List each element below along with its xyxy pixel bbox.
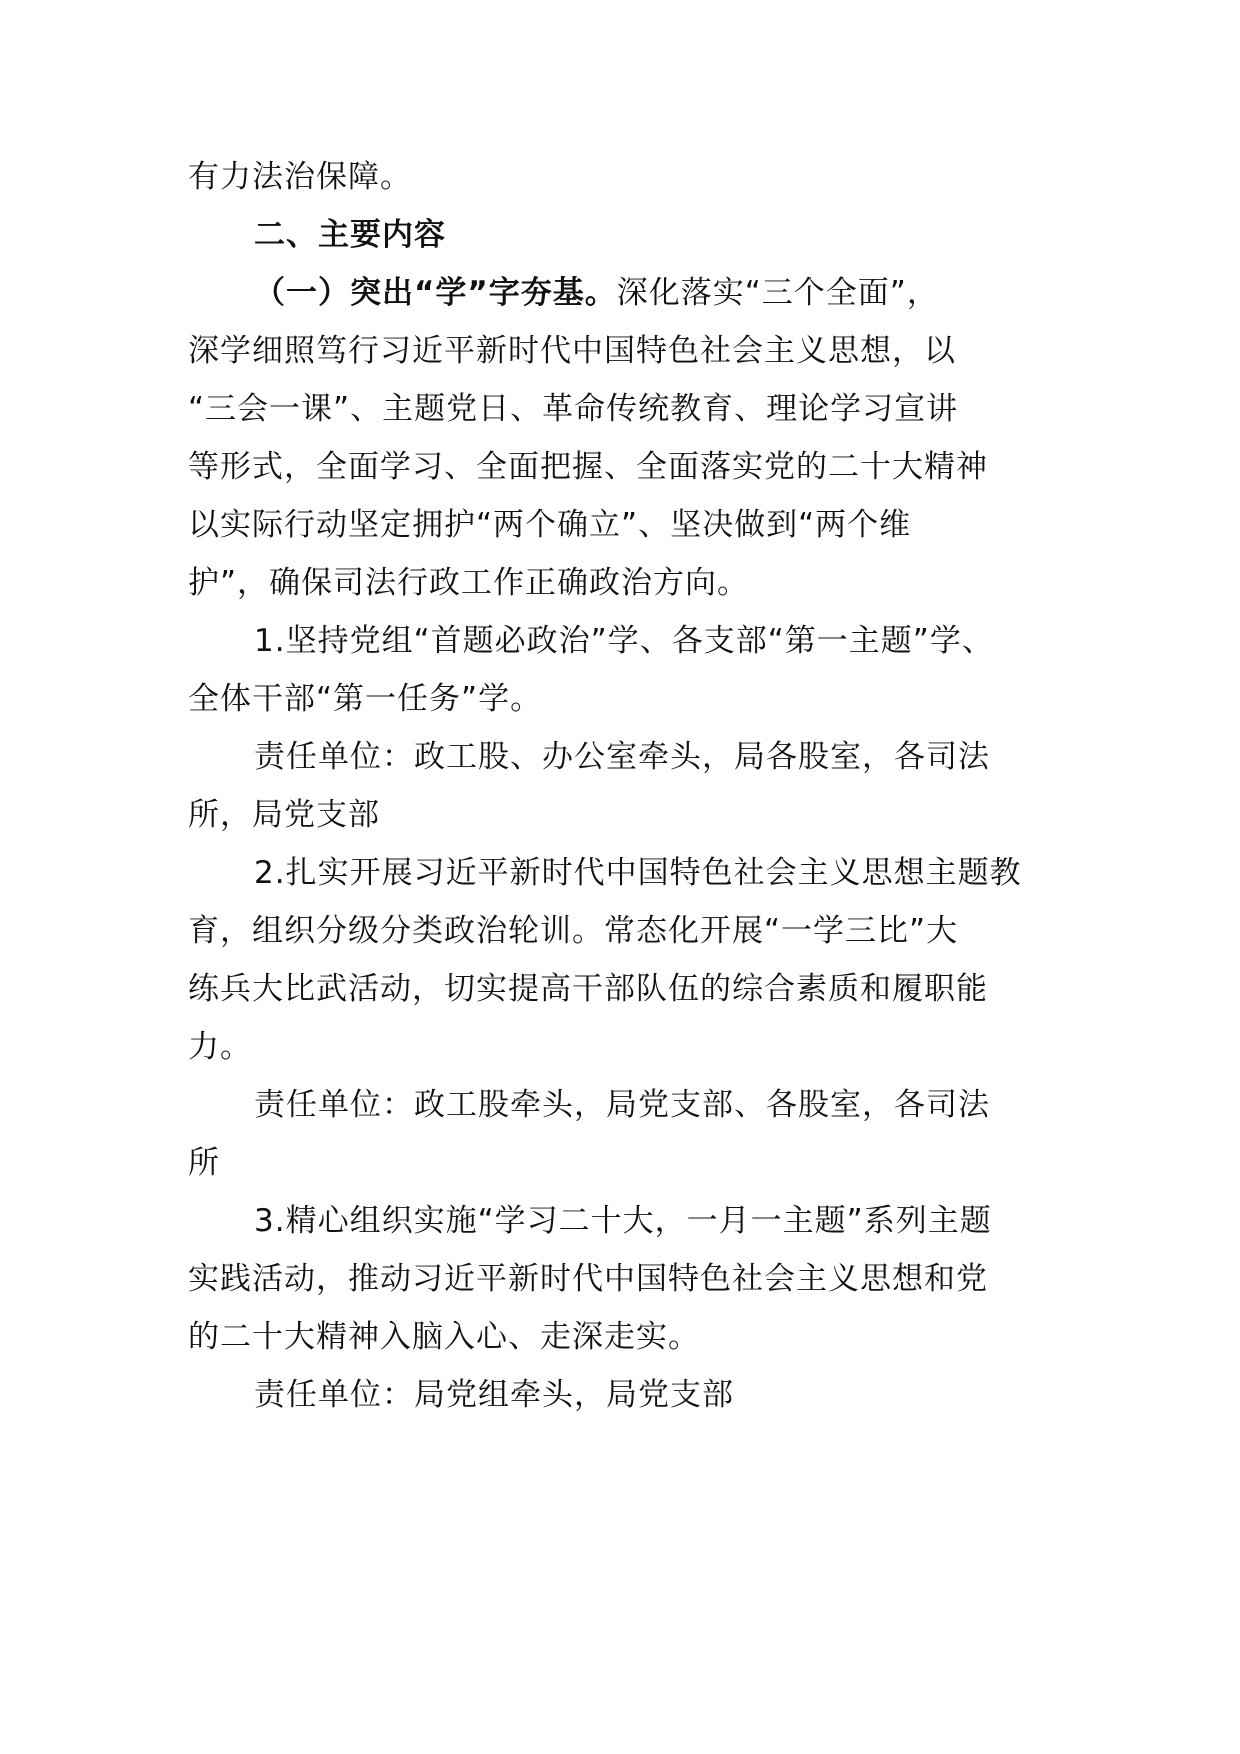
list-item-2: 2.扎实开展习近平新时代中国特色社会主义思想主题教 <box>254 855 1022 891</box>
paragraph-line: 护”，确保司法行政工作正确政治方向。 <box>188 565 750 601</box>
paragraph-line: 所，局党支部 <box>188 797 380 833</box>
paragraph-line: 以实际行动坚定拥护“两个确立”、坚决做到“两个维 <box>188 507 912 543</box>
paragraph-line: 育，组织分级分类政治轮训。常态化开展“一学三比”大 <box>188 913 959 949</box>
paragraph-line: 等形式，全面学习、全面把握、全面落实党的二十大精神 <box>188 449 988 485</box>
subsection-line <box>254 275 1154 311</box>
list-item-3: 3.精心组织实施“学习二十大，一月一主题”系列主题 <box>254 1203 992 1239</box>
paragraph-line: 实践活动，推动习近平新时代中国特色社会主义思想和党 <box>188 1261 988 1297</box>
subsection-title: （一）突出“学”字夯基。 <box>254 275 617 311</box>
paragraph-line: 深学细照笃行习近平新时代中国特色社会主义思想，以 <box>188 333 956 369</box>
paragraph-line: 有力法治保障。 <box>188 159 412 195</box>
section-heading: 二、主要内容 <box>254 217 446 253</box>
subsection-text: 深化落实“三个全面”， <box>616 275 939 311</box>
responsible-unit-1: 责任单位：政工股、办公室牵头，局各股室，各司法 <box>254 739 990 775</box>
paragraph-line: 练兵大比武活动，切实提高干部队伍的综合素质和履职能 <box>188 971 988 1007</box>
paragraph-line: 的二十大精神入脑入心、走深走实。 <box>188 1319 700 1355</box>
paragraph-line: 全体干部“第一任务”学。 <box>188 681 543 717</box>
responsible-unit-3: 责任单位：局党组牵头，局党支部 <box>254 1377 734 1413</box>
list-item-1: 1.坚持党组“首题必政治”学、各支部“第一主题”学、 <box>254 623 994 659</box>
responsible-unit-2: 责任单位：政工股牵头，局党支部、各股室，各司法 <box>254 1087 990 1123</box>
paragraph-line: 所 <box>188 1145 220 1181</box>
paragraph-line: 力。 <box>188 1029 252 1065</box>
paragraph-line: “三会一课”、主题党日、革命传统教育、理论学习宣讲 <box>188 391 959 427</box>
